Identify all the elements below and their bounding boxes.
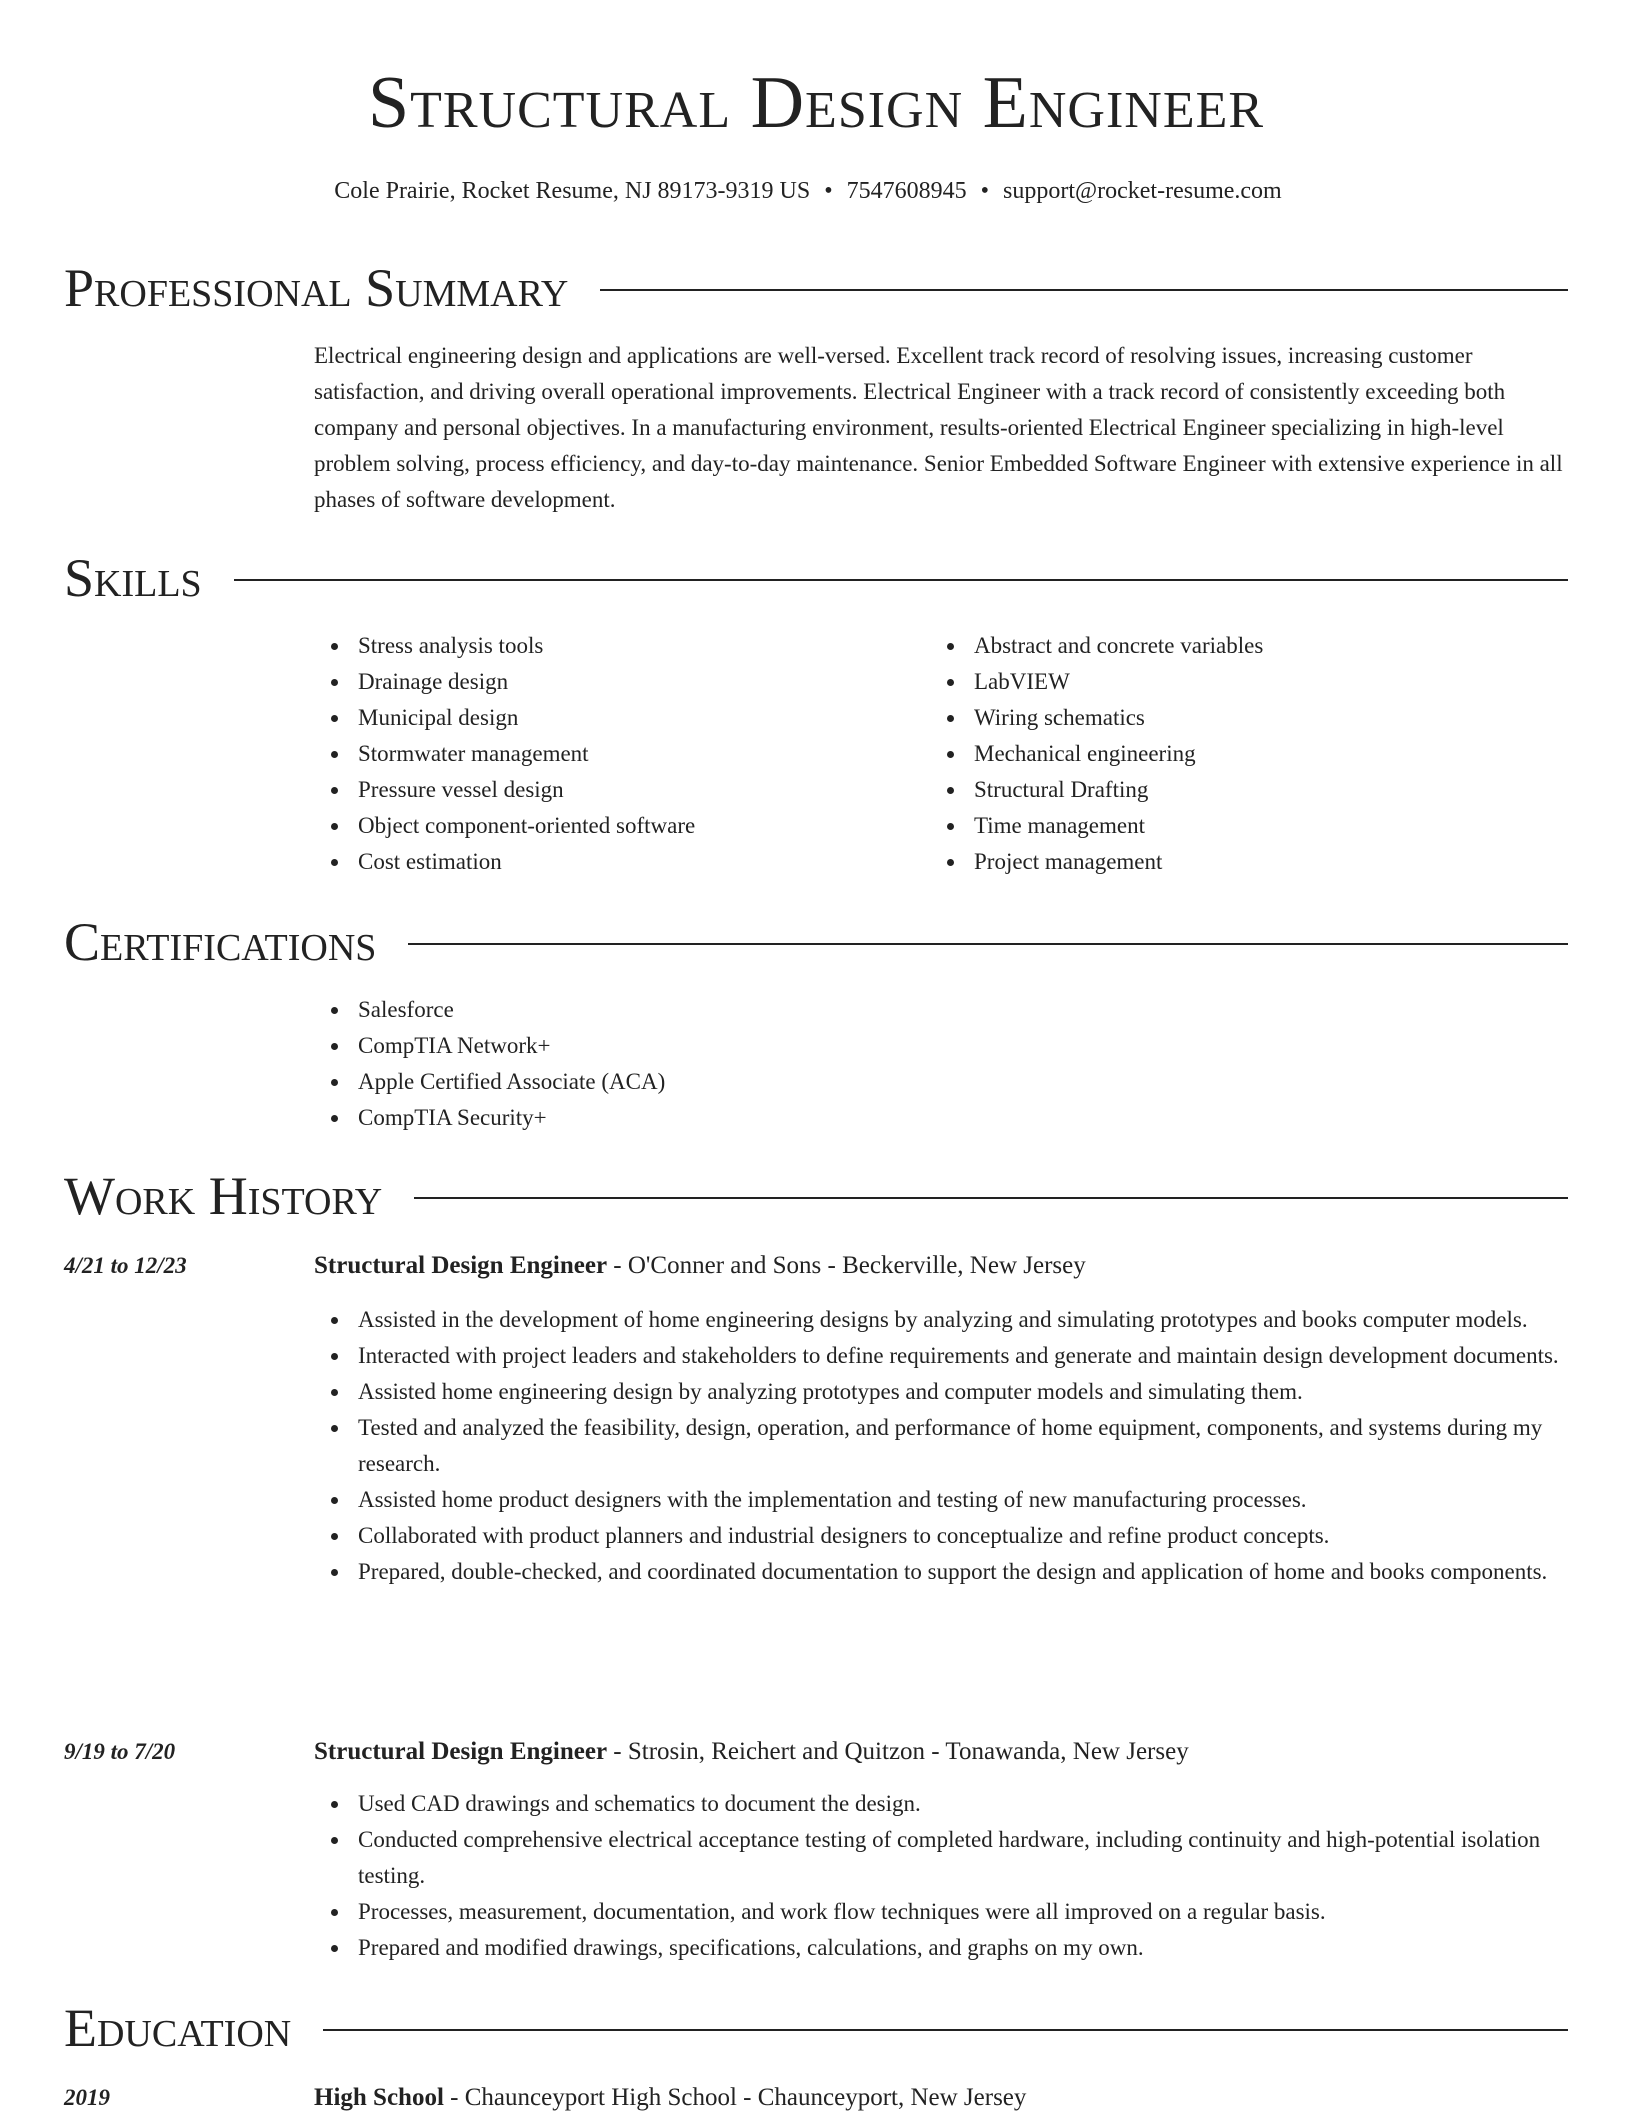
skill-item: Object component-oriented software bbox=[314, 808, 914, 844]
skill-item: Stress analysis tools bbox=[314, 628, 914, 664]
job-bullet: Assisted in the development of home engineering designs by analyzing and simulating prototypes and books computer models. bbox=[314, 1302, 1564, 1338]
skill-item: Drainage design bbox=[314, 664, 914, 700]
contact-address: Cole Prairie, Rocket Resume, NJ 89173-9319 US bbox=[334, 178, 811, 204]
job-bullet: Interacted with project leaders and stakeholders to define requirements and generate and maintain design development documents. bbox=[314, 1338, 1564, 1374]
certification-item: CompTIA Network+ bbox=[314, 1028, 1114, 1064]
section-divider bbox=[234, 579, 1568, 581]
education-section-header bbox=[64, 1998, 1568, 2058]
job-dates: 4/21 to 12/23 bbox=[64, 1253, 187, 1278]
job-title: Structural Design Engineer bbox=[314, 1252, 608, 1279]
work-history-section-header bbox=[64, 1166, 1568, 1226]
section-divider bbox=[414, 1197, 1568, 1199]
contact-separator: • bbox=[824, 178, 833, 204]
job-heading bbox=[314, 1248, 1564, 1284]
skill-item: LabVIEW bbox=[930, 664, 1530, 700]
summary-text: Electrical engineering design and applications are well-versed. Excellent track record of resolving issues, increasing customer satisfaction, and driving overall operational improvements. Electrical Engineer with a track record of consistently exceeding both company and personal objectives. In a manufacturing environment, results-oriented Electrical Engineer specializing in high-level problem solving, process efficiency, and day-to-day maintenance. Senior Embedded Software Engineer with extensive experience in all phases of software development. bbox=[314, 343, 1563, 512]
job-bullet: Processes, measurement, documentation, and work flow techniques were all improved on a regular basis. bbox=[314, 1894, 1564, 1930]
job-title: Structural Design Engineer bbox=[314, 1738, 608, 1765]
summary-heading: Professional Summary bbox=[64, 258, 569, 318]
education-degree: High School bbox=[314, 2084, 444, 2111]
job-employer-location: - O'Conner and Sons - Beckerville, New Jersey bbox=[607, 1252, 1086, 1279]
certification-item: Salesforce bbox=[314, 992, 1114, 1028]
contact-email[interactable]: support@rocket-resume.com bbox=[1003, 178, 1282, 204]
certification-item: CompTIA Security+ bbox=[314, 1100, 1114, 1136]
resume-title: Structural Design Engineer bbox=[367, 62, 1265, 144]
skill-item: Stormwater management bbox=[314, 736, 914, 772]
job-bullet: Tested and analyzed the feasibility, design, operation, and performance of home equipment, components, and systems during my research. bbox=[314, 1410, 1564, 1482]
job-dates: 9/19 to 7/20 bbox=[64, 1739, 176, 1764]
job-bullet: Conducted comprehensive electrical acceptance testing of completed hardware, including continuity and high-potential isolation testing. bbox=[314, 1822, 1564, 1894]
skill-item: Mechanical engineering bbox=[930, 736, 1530, 772]
certification-item: Apple Certified Associate (ACA) bbox=[314, 1064, 1114, 1100]
education-year: 2019 bbox=[64, 2085, 110, 2110]
job-bullet: Collaborated with product planners and industrial designers to conceptualize and refine product concepts. bbox=[314, 1518, 1564, 1554]
skills-section-header bbox=[64, 548, 1568, 608]
skills-heading: Skills bbox=[64, 548, 202, 608]
section-divider bbox=[408, 943, 1568, 945]
job-bullet: Used CAD drawings and schematics to document the design. bbox=[314, 1786, 1564, 1822]
job-bullet: Prepared, double-checked, and coordinated documentation to support the design and application of home and books components. bbox=[314, 1554, 1564, 1590]
job-bullet: Assisted home product designers with the implementation and testing of new manufacturing processes. bbox=[314, 1482, 1564, 1518]
certifications-section-header bbox=[64, 912, 1568, 972]
skill-item: Structural Drafting bbox=[930, 772, 1530, 808]
skill-item: Wiring schematics bbox=[930, 700, 1530, 736]
skill-item: Time management bbox=[930, 808, 1530, 844]
skills-list-left bbox=[314, 628, 914, 880]
job-bullet: Prepared and modified drawings, specifications, calculations, and graphs on my own. bbox=[314, 1930, 1564, 1966]
skill-item: Abstract and concrete variables bbox=[930, 628, 1530, 664]
education-school-location: - Chaunceyport High School - Chaunceyport, New Jersey bbox=[443, 2084, 1027, 2111]
job-bullets bbox=[314, 1786, 1564, 1966]
skill-item: Pressure vessel design bbox=[314, 772, 914, 808]
section-divider bbox=[323, 2029, 1568, 2031]
skills-list-right bbox=[930, 628, 1530, 880]
job-bullets bbox=[314, 1302, 1564, 1590]
job-heading bbox=[314, 1734, 1564, 1770]
skill-item: Project management bbox=[930, 844, 1530, 880]
contact-line bbox=[0, 176, 1616, 206]
certifications-heading: Certifications bbox=[64, 912, 377, 972]
job-employer-location: - Strosin, Reichert and Quitzon - Tonawanda, New Jersey bbox=[607, 1738, 1189, 1765]
education-entry bbox=[314, 2080, 1564, 2112]
contact-separator: • bbox=[980, 178, 990, 204]
skill-item: Municipal design bbox=[314, 700, 914, 736]
education-heading: Education bbox=[64, 1998, 292, 2058]
certifications-list bbox=[314, 992, 1114, 1136]
contact-phone: 7547608945 bbox=[846, 178, 967, 204]
summary-section-header bbox=[64, 258, 1568, 318]
job-bullet: Assisted home engineering design by analyzing prototypes and computer models and simulating them. bbox=[314, 1374, 1564, 1410]
skill-item: Cost estimation bbox=[314, 844, 914, 880]
work-history-heading: Work History bbox=[64, 1166, 383, 1226]
section-divider bbox=[600, 289, 1568, 291]
